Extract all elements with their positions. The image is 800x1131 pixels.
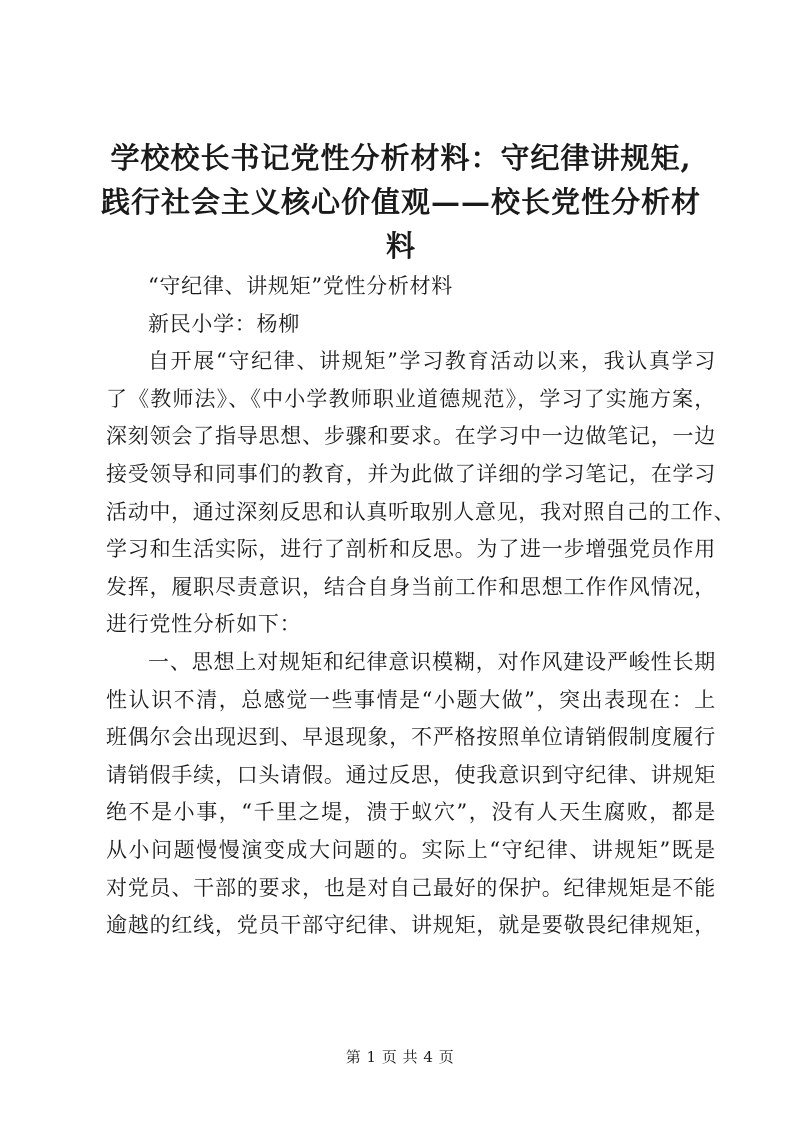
paragraph-line: 请销假手续，口头请假。通过反思，使我意识到守纪律、讲规矩 [106, 762, 716, 787]
paragraph-line: 自开展“守纪律、讲规矩”学习教育活动以来，我认真学习 [148, 349, 716, 374]
paragraph-line: 活动中，通过深刻反思和认真听取别人意见，我对照自己的工作、 [106, 499, 736, 524]
paragraph-line: 绝不是小事，“千里之堤，溃于蚁穴”，没有人天生腐败，都是 [106, 800, 716, 825]
paragraph-line: 对党员、干部的要求，也是对自己最好的保护。纪律规矩是不能 [106, 875, 716, 900]
paragraph-line: 学习和生活实际，进行了剖析和反思。为了进一步增强党员作用 [106, 537, 716, 562]
paragraph-line: 逾越的红线，党员干部守纪律、讲规矩，就是要敬畏纪律规矩， [106, 913, 716, 938]
paragraph-line: 了《教师法》、《中小学教师职业道德规范》，学习了实施方案， [106, 386, 716, 411]
paragraph-line: 进行党性分析如下： [106, 612, 302, 637]
title-line: 学校校长书记党性分析材料：守纪律讲规矩, [110, 141, 692, 175]
document-title [96, 136, 706, 268]
paragraph-line: 一、思想上对规矩和纪律意识模糊，对作风建设严峻性长期 [148, 649, 716, 674]
paragraph-line: 接受领导和同事们的教育，并为此做了详细的学习笔记，在学习 [106, 461, 716, 486]
paragraph-line: 性认识不清，总感觉一些事情是“小题大做”，突出表现在：上 [106, 687, 716, 712]
paragraph-line: 班偶尔会出现迟到、早退现象，不严格按照单位请销假制度履行 [106, 725, 716, 750]
page-footer: 第 1 页 共 4 页 [345, 1048, 455, 1066]
paragraph-line: 深刻领会了指导思想、步骤和要求。在学习中一边做笔记，一边 [106, 424, 716, 449]
title-line: 料 [385, 229, 416, 263]
title-line: 践行社会主义核心价值观——校长党性分析材 [100, 185, 701, 219]
paragraph-line: 发挥，履职尽责意识，结合自身当前工作和思想工作作风情况， [106, 574, 716, 599]
author-line: 新民小学：杨柳 [148, 311, 300, 336]
paragraph-line: 从小问题慢慢演变成大问题的。实际上“守纪律、讲规矩”既是 [106, 837, 716, 862]
subtitle-line: “守纪律、讲规矩”党性分析材料 [148, 274, 453, 298]
document-body [106, 268, 736, 945]
